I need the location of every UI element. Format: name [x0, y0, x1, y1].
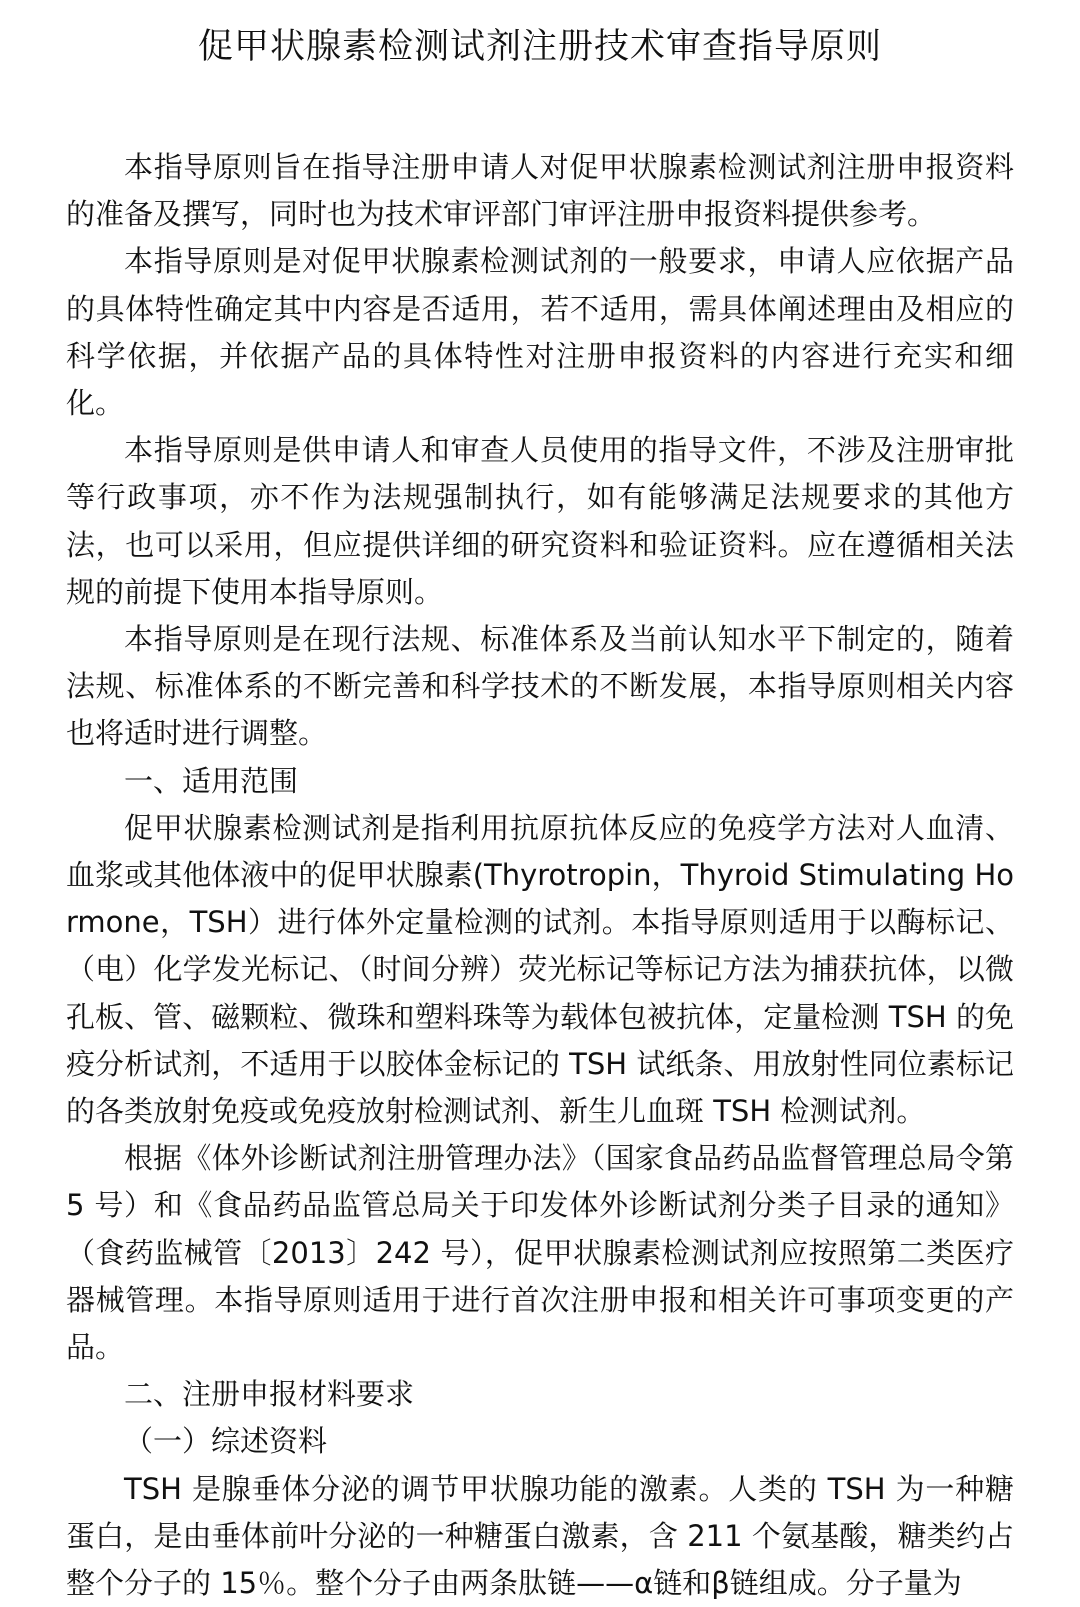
- scope-paragraph-2: 根据《体外诊断试剂注册管理办法》（国家食品药品监督管理总局令第 5 号）和《食品药品监管总局关于印发体外诊断试剂分类子目录的通知》（食药监械管〔2013〕242 号），促甲状腺素检测试剂应按照第二类医疗器械管理。本指导原则适用于进行首次注册申报和相关许可事项变更的产品。: [66, 1141, 1014, 1365]
- section-heading-requirements: 二、注册申报材料要求: [124, 1377, 415, 1412]
- subsection-heading-overview: （一）综述资料: [124, 1424, 328, 1459]
- section-heading-scope: 一、适用范围: [124, 763, 299, 798]
- intro-paragraph-2: 本指导原则是对促甲状腺素检测试剂的一般要求，申请人应依据产品的具体特性确定其中内容是否适用，若不适用，需具体阐述理由及相应的科学依据，并依据产品的具体特性对注册申报资料的内容进行充实和细化。: [66, 244, 1014, 421]
- intro-paragraph-1: 本指导原则旨在指导注册申请人对促甲状腺素检测试剂注册申报资料的准备及撰写，同时也为技术审评部门审评注册申报资料提供参考。: [66, 150, 1014, 232]
- overview-paragraph-1: TSH 是腺垂体分泌的调节甲状腺功能的激素。人类的 TSH 为一种糖蛋白，是由垂体前叶分泌的一种糖蛋白激素，含 211 个氨基酸，糖类约占整个分子的 15％。整个分子由两条肽链——α链和β链组成。分子量为: [66, 1471, 1014, 1601]
- document-title: 促甲状腺素检测试剂注册技术审查指导原则: [197, 27, 882, 67]
- scope-paragraph-1: 促甲状腺素检测试剂是指利用抗原抗体反应的免疫学方法对人血清、血浆或其他体液中的促甲状腺素(Thyrotropin，Thyroid Stimulating Hormone，TSH）进行体外定量检测的试剂。本指导原则适用于以酶标记、（电）化学发光标记、（时间分辨）荧光标记等标记方法为捕获抗体，以微孔板、管、磁颗粒、微珠和塑料珠等为载体包被抗体，定量检测 TSH 的免疫分析试剂，不适用于以胶体金标记的 TSH 试纸条、用放射性同位素标记的各类放射免疫或免疫放射检测试剂、新生儿血斑 TSH 检测试剂。: [66, 810, 1014, 1129]
- intro-paragraph-3: 本指导原则是供申请人和审查人员使用的指导文件，不涉及注册审批等行政事项，亦不作为法规强制执行，如有能够满足法规要求的其他方法，也可以采用，但应提供详细的研究资料和验证资料。应在遵循相关法规的前提下使用本指导原则。: [66, 433, 1014, 609]
- intro-paragraph-4: 本指导原则是在现行法规、标准体系及当前认知水平下制定的，随着法规、标准体系的不断完善和科学技术的不断发展，本指导原则相关内容也将适时进行调整。: [66, 622, 1014, 751]
